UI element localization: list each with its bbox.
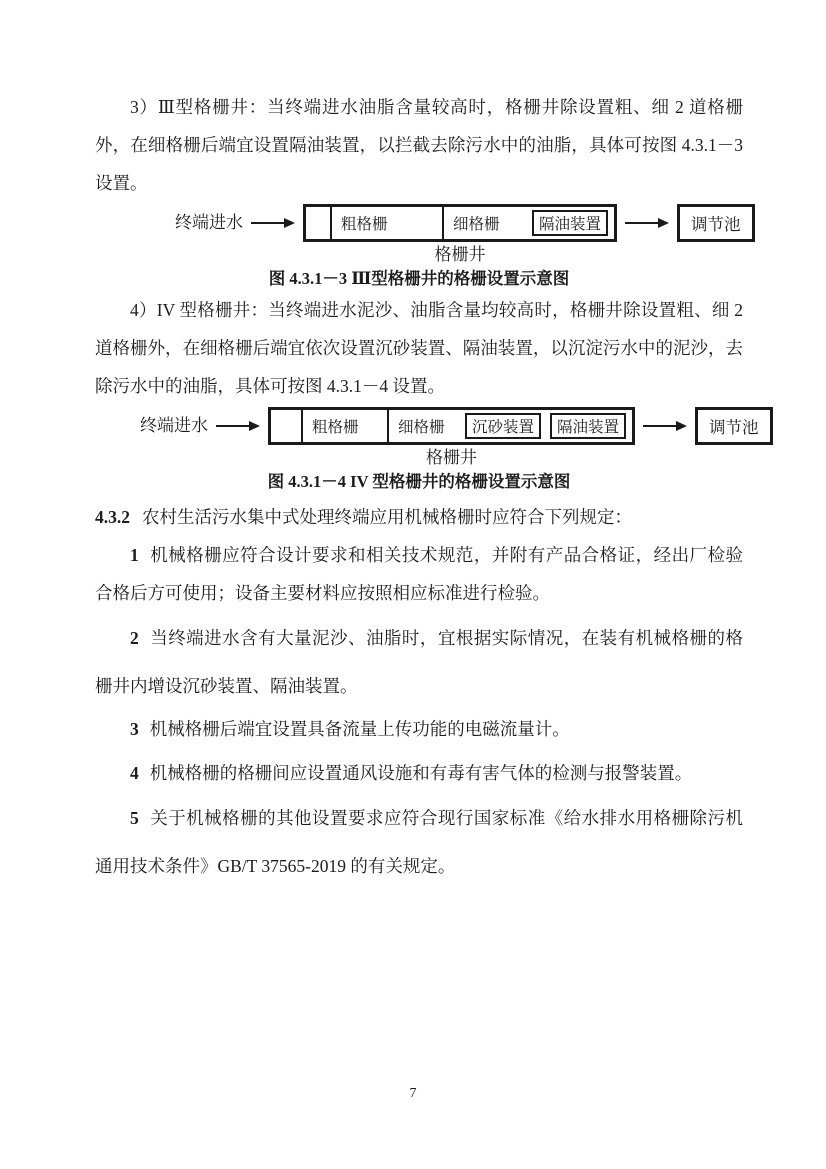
- coarse-screen-cell: 粗格栅: [303, 410, 389, 442]
- clause-5: [95, 794, 743, 890]
- inlet-label: 终端进水: [175, 213, 243, 232]
- figure-4-3-1-3: [95, 204, 743, 291]
- flow-arrow-icon: [216, 407, 260, 445]
- clause-number: 1: [130, 545, 139, 565]
- screen-well-label: 格栅井: [434, 245, 486, 264]
- screen-well-label: 格栅井: [426, 448, 478, 467]
- figure-4-3-1-4-caption: 图 4.3.1－4 IV 型格栅井的格栅设置示意图: [267, 472, 571, 491]
- figure-4-3-1-3-flow-diagram: [175, 204, 743, 266]
- flow-arrow-icon: [643, 407, 687, 445]
- inlet-label: 终端进水: [140, 416, 208, 435]
- fine-screen-cell: 细格栅: [453, 216, 500, 233]
- clause-number: 3: [130, 719, 139, 739]
- screen-well-box: [303, 204, 617, 242]
- clause-text: 关于机械格栅的其他设置要求应符合现行国家标准《给水排水用格栅除污机通用技术条件》GB/T 37565-2019 的有关规定。: [95, 808, 743, 876]
- flow-arrow-icon: [251, 204, 295, 242]
- section-4-3-2-heading: [95, 498, 743, 536]
- clause-text: 当终端进水含有大量泥沙、油脂时，宜根据实际情况，在装有机械格栅的格栅井内增设沉砂装置、隔油装置。: [95, 628, 743, 696]
- empty-inlet-cell: [306, 207, 332, 239]
- clause-number: 4: [130, 763, 139, 783]
- flow-arrow-icon: [625, 204, 669, 242]
- oil-separator-box: 隔油装置: [532, 210, 608, 236]
- clause-number: 5: [130, 808, 139, 828]
- screen-well-box: [268, 407, 635, 445]
- grit-chamber-box: 沉砂装置: [465, 413, 541, 439]
- empty-inlet-cell: [271, 410, 303, 442]
- figure-4-3-1-4-flow-diagram: [140, 407, 759, 469]
- section-number: 4.3.2: [95, 507, 130, 527]
- clause-number: 2: [130, 628, 139, 648]
- section-heading-text: 农村生活污水集中式处理终端应用机械格栅时应符合下列规定：: [142, 507, 632, 527]
- clause-4: [95, 754, 743, 792]
- figure-4-3-1-3-caption: 图 4.3.1－3 Ⅲ型格栅井的格栅设置示意图: [268, 269, 570, 288]
- figure-4-3-1-4: [95, 407, 759, 494]
- regulating-tank-box: 调节池: [695, 407, 773, 445]
- paragraph-type4-screen-well: 4）IV 型格栅井：当终端进水泥沙、油脂含量均较高时，格栅井除设置粗、细 2 道格栅外，在细格栅后端宜依次设置沉砂装置、隔油装置，以沉淀污水中的泥沙，去除污水中的油脂，具体可按图 4.3.1－4 设置。: [95, 300, 743, 396]
- clause-text: 机械格栅应符合设计要求和相关技术规范，并附有产品合格证，经出厂检验合格后方可使用；设备主要材料应按照相应标准进行检验。: [95, 545, 743, 603]
- coarse-screen-cell: 粗格栅: [332, 207, 444, 239]
- clause-2: [95, 614, 743, 710]
- screen-well-group: [303, 204, 617, 266]
- screen-well-group: [268, 407, 635, 469]
- clause-3: [95, 710, 743, 748]
- oil-separator-box: 隔油装置: [550, 413, 626, 439]
- regulating-tank-box: 调节池: [677, 204, 755, 242]
- fine-screen-cell: 细格栅: [398, 419, 445, 436]
- clause-text: 机械格栅的格栅间应设置通风设施和有毒有害气体的检测与报警装置。: [149, 763, 693, 783]
- paragraph-type3-screen-well: 3）Ⅲ型格栅井：当终端进水油脂含量较高时，格栅井除设置粗、细 2 道格栅外，在细格栅后端宜设置隔油装置，以拦截去除污水中的油脂，具体可按图 4.3.1－3 设置。: [95, 97, 743, 193]
- clause-text: 机械格栅后端宜设置具备流量上传功能的电磁流量计。: [149, 719, 570, 739]
- clause-1: [95, 536, 743, 612]
- page-number: 7: [409, 1086, 417, 1101]
- page-content: [95, 88, 759, 890]
